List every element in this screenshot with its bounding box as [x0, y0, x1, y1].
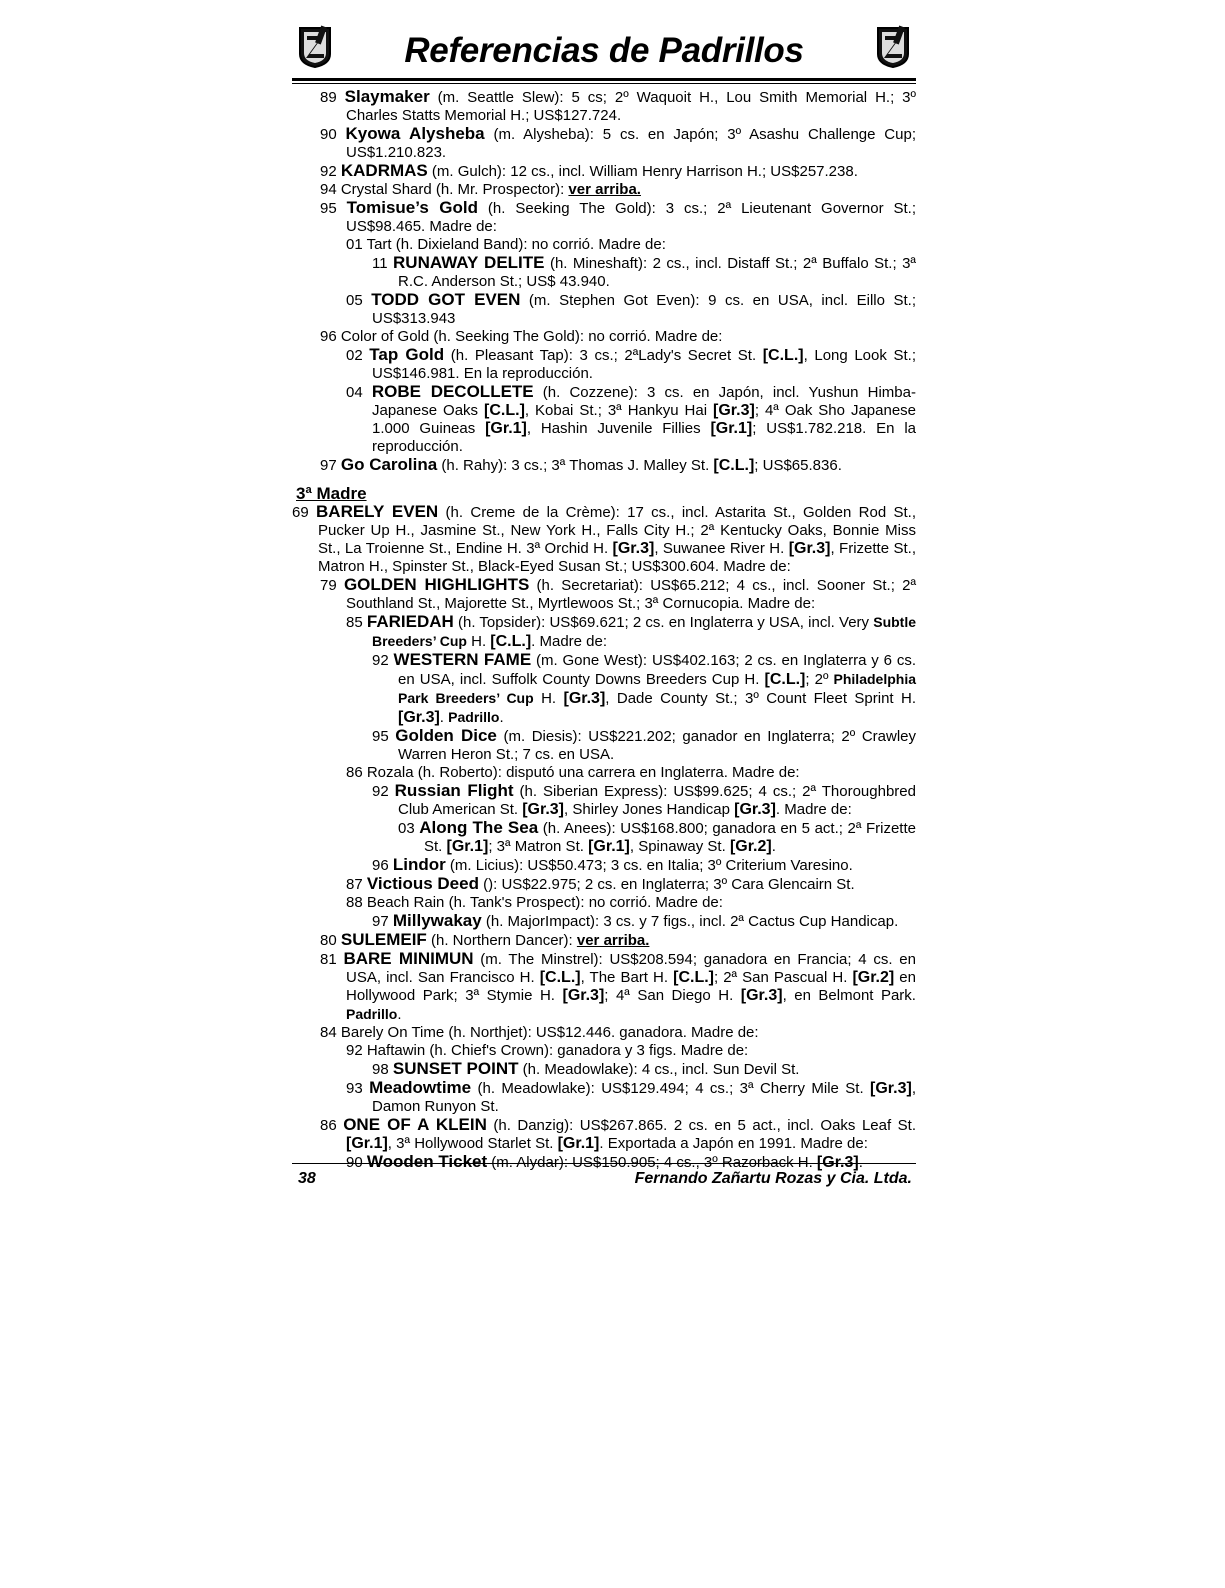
- entry-text: (h. Meadowlake): US$129.494; 4 cs.; 3ª Cherry Mile St.: [471, 1080, 871, 1097]
- entry-text: 92: [372, 783, 395, 800]
- entry-text: 01 Tart (h. Dixieland Band): no corrió. Madre de:: [346, 236, 666, 253]
- pedigree-entry: [372, 254, 916, 291]
- horse-name: Victious Deed: [366, 874, 479, 893]
- entry-text: . Exportada a Japón en 1991. Madre de:: [599, 1135, 868, 1152]
- entry-text: (h. Northern Dancer):: [426, 932, 577, 949]
- entry-text: Subtle Breeders’ Cup: [372, 614, 917, 649]
- pedigree-entry: [346, 346, 916, 383]
- entry-text: 94 Crystal Shard (h. Mr. Prospector):: [320, 181, 569, 198]
- page-title: Referencias de Padrillos: [404, 31, 804, 70]
- entry-text: , Long Look St.; US$146.981. En la reproducción.: [372, 347, 916, 382]
- entry-text: , The Bart H.: [580, 969, 674, 986]
- horse-name: Go Carolina: [340, 455, 438, 474]
- entry-text: ; US$1.782.218. En la reproducción.: [372, 420, 916, 455]
- entry-text: ; 2ª San Pascual H.: [713, 969, 853, 986]
- pedigree-list: [292, 88, 916, 1172]
- entry-text: , Hashin Juvenile Fillies: [526, 420, 711, 437]
- section-heading: [296, 485, 916, 503]
- pedigree-entry: [320, 950, 916, 1024]
- entry-text: (): US$22.975; 2 cs. en Inglaterra; 3º Cara Glencairn St.: [478, 876, 855, 893]
- pedigree-entry: [372, 651, 916, 727]
- pedigree-entry: [320, 1116, 916, 1153]
- entry-text: 98: [372, 1061, 393, 1078]
- page-header: [292, 20, 916, 78]
- entry-text: , Shirley Jones Handicap: [564, 801, 735, 818]
- pedigree-entry: [320, 328, 916, 346]
- pedigree-entry: [346, 383, 916, 456]
- entry-text: (h. Topsider): US$69.621; 2 cs. en Inglaterra y USA, incl. Very: [453, 614, 874, 631]
- pedigree-entry: [346, 291, 916, 328]
- entry-text: (m. Stephen Got Even): 9 cs. en USA, incl. Eillo St.; US$313.943: [372, 292, 916, 327]
- horse-name: SUNSET POINT: [392, 1059, 519, 1078]
- race-grade: [Gr.1]: [446, 838, 489, 855]
- entry-text: en Hollywood Park; 3ª Stymie H.: [346, 969, 916, 1004]
- entry-text: Padrillo: [448, 709, 500, 725]
- pedigree-entry: [320, 181, 916, 199]
- pedigree-entry: [320, 88, 916, 125]
- pedigree-entry: [320, 456, 916, 475]
- horse-name: RUNAWAY DELITE: [393, 253, 545, 272]
- race-grade: [Gr.3]: [612, 540, 655, 557]
- entry-text: ; US$65.836.: [754, 457, 842, 474]
- pedigree-entry: [372, 1060, 916, 1079]
- entry-text: 90: [346, 1154, 367, 1171]
- pedigree-entry: [372, 856, 916, 875]
- entry-text: (m. Alydar): US$150.905; 4 cs., 3º Razorback H.: [487, 1154, 817, 1171]
- pedigree-entry: [346, 613, 916, 651]
- document-page: [292, 20, 916, 1172]
- page-footer: [292, 1163, 916, 1187]
- entry-text: 86 Rozala (h. Roberto): disputó una carrera en Inglaterra. Madre de:: [346, 764, 800, 781]
- pedigree-entry: [346, 764, 916, 782]
- race-grade: [C.L.]: [764, 671, 806, 688]
- race-grade: [Gr.3]: [522, 801, 565, 818]
- page-number: 38: [298, 1170, 316, 1187]
- entry-text: .: [771, 838, 776, 855]
- entry-text: (h. Meadowlake): 4 cs., incl. Sun Devil St.: [518, 1061, 800, 1078]
- entry-text: 11: [372, 255, 394, 272]
- race-grade: [Gr.3]: [398, 709, 440, 726]
- pedigree-entry: [320, 1024, 916, 1042]
- pedigree-entry: [372, 782, 916, 819]
- horse-name: Along The Sea: [419, 818, 539, 837]
- entry-text: , Kobai St.; 3ª Hankyu Hai: [524, 402, 714, 419]
- entry-text: 79: [320, 577, 344, 594]
- entry-text: .: [858, 1154, 863, 1171]
- entry-text: 87: [346, 876, 367, 893]
- entry-text: 03: [398, 820, 420, 837]
- horse-name: Wooden Ticket: [366, 1152, 488, 1171]
- entry-text: .: [439, 709, 449, 726]
- entry-text: 92: [372, 652, 394, 669]
- race-grade: [Gr.3]: [562, 987, 605, 1004]
- horse-name: ROBE DECOLLETE: [371, 382, 534, 401]
- entry-text: ; 2º: [805, 671, 834, 688]
- horse-name: SULEMEIF: [340, 930, 427, 949]
- horse-name: ONE OF A KLEIN: [343, 1115, 487, 1134]
- race-grade: [Gr.3]: [870, 1080, 912, 1097]
- horse-name: FARIEDAH: [366, 612, 454, 631]
- horse-name: GOLDEN HIGHLIGHTS: [343, 575, 530, 594]
- entry-text: (h. Anees): US$168.800; ganadora en 5 act.; 2ª Frizette St.: [424, 820, 916, 855]
- entry-text: (h. MajorImpact): 3 cs. y 7 figs., incl. 2ª Cactus Cup Handicap.: [481, 913, 899, 930]
- pedigree-entry: [346, 236, 916, 254]
- pedigree-entry: [292, 503, 916, 576]
- entry-text: .: [397, 1006, 402, 1023]
- horse-name: Millywakay: [392, 911, 482, 930]
- entry-text: (h. Cozzene): 3 cs. en Japón, incl. Yushun Himba-Japanese Oaks: [372, 384, 916, 419]
- horse-name: Tomisue’s Gold: [346, 198, 478, 217]
- race-grade: [Gr.2]: [852, 969, 895, 986]
- entry-text: 90: [320, 126, 346, 143]
- pedigree-entry: [372, 912, 916, 931]
- entry-text: (h. Pleasant Tap): 3 cs.; 2ªLady's Secret St.: [444, 347, 763, 364]
- pedigree-entry: [346, 875, 916, 894]
- entry-text: 69: [292, 504, 317, 521]
- entry-text: 88 Beach Rain (h. Tank's Prospect): no corrió. Madre de:: [346, 894, 723, 911]
- race-grade: [Gr.1]: [346, 1135, 388, 1152]
- entry-text: , Suwanee River H.: [654, 540, 789, 557]
- entry-text: . Madre de:: [531, 633, 608, 650]
- horse-name: TODD GOT EVEN: [371, 290, 521, 309]
- entry-text: 92 Haftawin (h. Chief's Crown): ganadora y 3 figs. Madre de:: [346, 1042, 749, 1059]
- entry-text: , Spinaway St.: [629, 838, 730, 855]
- horse-name: WESTERN FAME: [393, 650, 532, 669]
- entry-text: Padrillo: [346, 1006, 398, 1022]
- entry-text: 96 Color of Gold (h. Seeking The Gold): no corrió. Madre de:: [320, 328, 723, 345]
- pedigree-entry: [320, 125, 916, 162]
- entry-text: , 3ª Hollywood Starlet St.: [387, 1135, 558, 1152]
- race-grade: [Gr.1]: [710, 420, 753, 437]
- entry-text: . Madre de:: [775, 801, 852, 818]
- entry-text: (m. Diesis): US$221.202; ganador en Inglaterra; 2º Crawley Warren Heron St.; 7 cs. en USA.: [398, 728, 916, 763]
- race-grade: [Gr.3]: [563, 690, 606, 707]
- horse-name: KADRMAS: [340, 161, 428, 180]
- race-grade: [Gr.3]: [734, 801, 776, 818]
- horse-name: Tap Gold: [369, 345, 445, 364]
- entry-text: H.: [533, 690, 564, 707]
- entry-text: 81: [320, 951, 344, 968]
- entry-text: ; 3ª Matron St.: [488, 838, 589, 855]
- entry-text: (h. Seeking The Gold): 3 cs.; 2ª Lieutenant Governor St.; US$98.465. Madre de:: [346, 200, 917, 235]
- entry-text: (m. The Minstrel): US$208.594; ganadora en Francia; 4 cs. en USA, incl. San Francisco H.: [346, 951, 916, 986]
- horse-name: Lindor: [392, 855, 446, 874]
- entry-text: 96: [372, 857, 393, 874]
- entry-text: , en Belmont Park.: [782, 987, 916, 1004]
- entry-text: (h. Mineshaft): 2 cs., incl. Distaff St.; 2ª Buffalo St.; 3ª R.C. Anderson St.; US$ 43.940.: [398, 255, 916, 290]
- race-grade: [C.L.]: [762, 347, 804, 364]
- entry-text: 04: [346, 384, 372, 401]
- entry-text: (m. Alysheba): 5 cs. en Japón; 3º Asashu Challenge Cup; US$1.210.823.: [346, 126, 916, 161]
- entry-text: (m. Seattle Slew): 5 cs; 2º Waquoit H., Lou Smith Memorial H.; 3º Charles Statts Memorial H.; US$127.724.: [346, 89, 916, 124]
- horse-name: Kyowa Alysheba: [345, 124, 485, 143]
- entry-text: , Damon Runyon St.: [372, 1080, 916, 1115]
- company-name: Fernando Zañartu Rozas y Cia. Ltda.: [634, 1170, 912, 1187]
- entry-text: (h. Secretariat): US$65.212; 4 cs., incl. Sooner St.; 2ª Southland St., Majorette St., Myrtlewoos St.; 3ª Cornucopia. Madre de:: [346, 577, 917, 612]
- entry-text: Philadelphia Park Breeders’ Cup: [398, 671, 916, 706]
- entry-text: (m. Gone West): US$402.163; 2 cs. en Inglaterra y 6 cs. en USA, incl. Suffolk County Downs Breeders Cup H.: [398, 652, 916, 688]
- pedigree-entry: [346, 1042, 916, 1060]
- race-grade: [Gr.3]: [816, 1154, 859, 1171]
- entry-text: 05: [346, 292, 372, 309]
- pedigree-entry: [346, 894, 916, 912]
- pedigree-entry: [346, 1079, 916, 1116]
- entry-text: ; 4ª San Diego H.: [604, 987, 741, 1004]
- horse-name: BARE MINIMUN: [343, 949, 474, 968]
- header-rule: [292, 78, 916, 84]
- entry-text: 95: [320, 200, 347, 217]
- cross-reference: ver arriba.: [568, 181, 641, 198]
- z-shield-icon: [872, 24, 914, 68]
- entry-text: 80: [320, 932, 341, 949]
- pedigree-entry: [320, 199, 916, 236]
- entry-text: 95: [372, 728, 396, 745]
- race-grade: [C.L.]: [490, 633, 532, 650]
- entry-text: 86: [320, 1117, 344, 1134]
- pedigree-entry: [320, 931, 916, 950]
- race-grade: [Gr.3]: [740, 987, 783, 1004]
- entry-text: 02: [346, 347, 370, 364]
- race-grade: [Gr.1]: [588, 838, 630, 855]
- race-grade: [Gr.3]: [713, 402, 755, 419]
- pedigree-entry: [320, 162, 916, 181]
- cross-reference: ver arriba.: [576, 932, 650, 949]
- entry-text: 3ª Madre: [296, 484, 367, 503]
- entry-text: 97: [320, 457, 341, 474]
- race-grade: [Gr.1]: [485, 420, 527, 437]
- pedigree-entry: [372, 727, 916, 764]
- entry-text: 93: [346, 1080, 370, 1097]
- entry-text: 85: [346, 614, 367, 631]
- entry-text: (h. Creme de la Crème): 17 cs., incl. Astarita St., Golden Rod St., Pucker Up H., Jasmine St., New York H., Falls City H.; 2ª Kentucky Oaks, Bonnie Miss St., La Troienne St., Endine H. 3ª Orchid H.: [318, 504, 917, 557]
- entry-text: 89: [320, 89, 345, 106]
- race-grade: [Gr.1]: [557, 1135, 600, 1152]
- entry-text: (m. Gulch): 12 cs., incl. William Henry Harrison H.; US$257.238.: [427, 163, 858, 180]
- pedigree-entry: [398, 819, 916, 856]
- horse-name: Meadowtime: [369, 1078, 472, 1097]
- entry-text: (h. Siberian Express): US$99.625; 4 cs.; 2ª Thoroughbred Club American St.: [398, 783, 916, 818]
- horse-name: Russian Flight: [394, 781, 514, 800]
- horse-name: BARELY EVEN: [316, 502, 439, 521]
- entry-text: 97: [372, 913, 393, 930]
- entry-text: 92: [320, 163, 341, 180]
- race-grade: [C.L.]: [484, 402, 525, 419]
- race-grade: [Gr.2]: [729, 838, 772, 855]
- entry-text: (m. Licius): US$50.473; 3 cs. en Italia; 3º Criterium Varesino.: [445, 857, 853, 874]
- entry-text: (h. Rahy): 3 cs.; 3ª Thomas J. Malley St.: [437, 457, 714, 474]
- pedigree-entry: [320, 576, 916, 613]
- race-grade: [C.L.]: [539, 969, 581, 986]
- race-grade: [C.L.]: [673, 969, 714, 986]
- entry-text: , Frizette St., Matron H., Spinster St., Black-Eyed Susan St.; US$300.604. Madre de:: [318, 540, 916, 575]
- race-grade: [C.L.]: [713, 457, 755, 474]
- entry-text: , Dade County St.; 3º Count Fleet Sprint H.: [605, 690, 916, 707]
- entry-text: 84 Barely On Time (h. Northjet): US$12.446. ganadora. Madre de:: [320, 1024, 759, 1041]
- race-grade: [Gr.3]: [788, 540, 831, 557]
- entry-text: H.: [466, 633, 491, 650]
- horse-name: Golden Dice: [395, 726, 497, 745]
- horse-name: Slaymaker: [344, 87, 430, 106]
- entry-text: .: [499, 709, 504, 726]
- entry-text: ; 4ª Oak Sho Japanese 1.000 Guineas: [372, 402, 917, 437]
- entry-text: (h. Danzig): US$267.865. 2 cs. en 5 act., incl. Oaks Leaf St.: [486, 1117, 916, 1134]
